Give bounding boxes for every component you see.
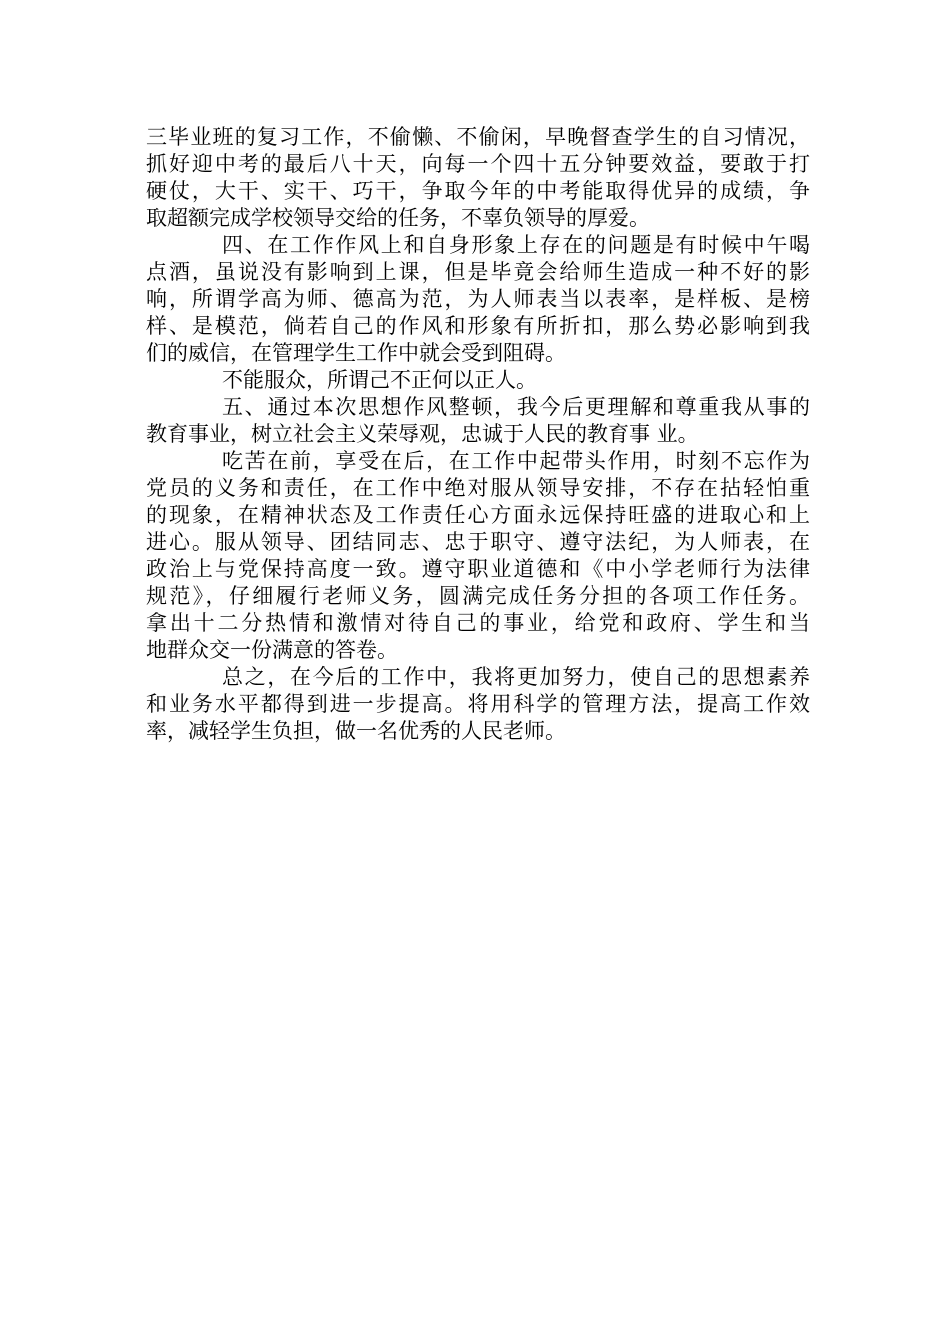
text-line: 点酒，虽说没有影响到上课，但是毕竟会给师生造成一种不好的影 [146, 260, 810, 284]
document-body [146, 124, 810, 745]
text-line: 率，减轻学生负担，做一名优秀的人民老师。 [146, 719, 566, 743]
paragraph-start-line: 四、在工作作风上和自身形象上存在的问题是有时候中午喝 [222, 233, 810, 257]
text-line: 地群众交一份满意的答卷。 [146, 638, 398, 662]
paragraph-start-line: 吃苦在前，享受在后，在工作中起带头作用，时刻不忘作为 [222, 449, 810, 473]
text-line: 三毕业班的复习工作，不偷懒、不偷闲，早晚督查学生的自习情况， [146, 125, 810, 149]
text-line: 规范》，仔细履行老师义务，圆满完成任务分担的各项工作任务。 [146, 584, 810, 608]
text-line: 进心。服从领导、团结同志、忠于职守、遵守法纪，为人师表，在 [146, 530, 810, 554]
text-line: 教育事业，树立社会主义荣辱观，忠诚于人民的教育事 业。 [146, 422, 699, 446]
paragraph-start-line: 五、通过本次思想作风整顿，我今后更理解和尊重我从事的 [222, 395, 810, 419]
text-line: 的现象，在精神状态及工作责任心方面永远保持旺盛的进取心和上 [146, 503, 810, 527]
text-line: 响，所谓学高为师、德高为范，为人师表当以表率，是样板、是榜 [146, 287, 810, 311]
text-line: 拿出十二分热情和激情对待自己的事业，给党和政府、学生和当 [146, 611, 810, 635]
text-line: 抓好迎中考的最后八十天，向每一个四十五分钟要效益，要敢于打 [146, 152, 810, 176]
text-line: 取超额完成学校领导交给的任务，不辜负领导的厚爱。 [146, 206, 650, 230]
text-line: 政治上与党保持高度一致。遵守职业道德和《中小学老师行为法律 [146, 557, 810, 581]
paragraph-start-line: 总之，在今后的工作中，我将更加努力，使自己的思想素养 [222, 665, 810, 689]
text-line: 样、是模范，倘若自己的作风和形象有所折扣，那么势必影响到我 [146, 314, 810, 338]
text-line: 硬仗，大干、实干、巧干，争取今年的中考能取得优异的成绩，争 [146, 179, 810, 203]
text-line: 们的威信，在管理学生工作中就会受到阻碍。 [146, 341, 566, 365]
text-line: 党员的义务和责任，在工作中绝对服从领导安排，不存在拈轻怕重 [146, 476, 810, 500]
text-line: 和业务水平都得到进一步提高。将用科学的管理方法，提高工作效 [146, 692, 810, 716]
paragraph-start-line: 不能服众，所谓己不正何以正人。 [222, 368, 537, 392]
